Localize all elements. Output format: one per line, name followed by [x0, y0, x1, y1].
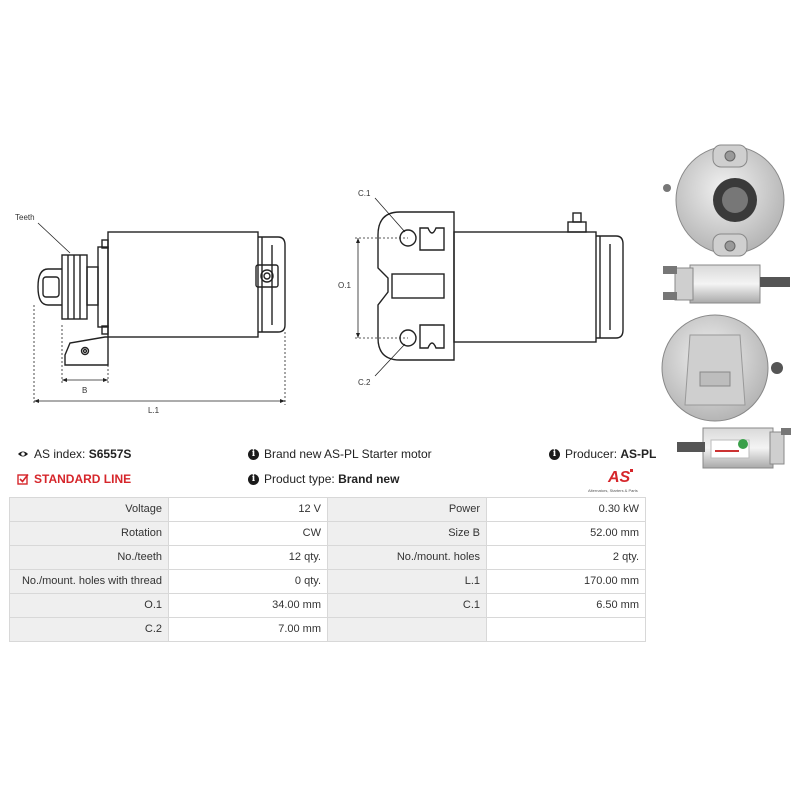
- spec-label: No./mount. holes with thread: [10, 570, 169, 594]
- description-text: Brand new AS-PL Starter motor: [264, 447, 432, 461]
- spec-value: 12 qty.: [169, 546, 328, 570]
- front-view-drawing: [320, 180, 650, 400]
- logo-tagline: Alternators, Starters & Parts: [588, 488, 638, 493]
- spec-value: 12 V: [169, 498, 328, 522]
- teeth-label: Teeth: [15, 213, 35, 222]
- spec-label: L.1: [328, 570, 487, 594]
- spec-value: 2 qty.: [487, 546, 646, 570]
- product-type-label: Product type:: [264, 472, 335, 486]
- spec-value: 6.50 mm: [487, 594, 646, 618]
- c2-label: C.2: [358, 378, 371, 387]
- table-row: [10, 546, 646, 570]
- spec-label: O.1: [10, 594, 169, 618]
- spec-value: CW: [169, 522, 328, 546]
- product-photos: [655, 140, 800, 470]
- spec-label: No./teeth: [10, 546, 169, 570]
- o1-label: O.1: [338, 281, 351, 290]
- spec-label: Voltage: [10, 498, 169, 522]
- info-icon: i: [248, 474, 259, 485]
- spec-label: Size B: [328, 522, 487, 546]
- spec-label: No./mount. holes: [328, 546, 487, 570]
- producer-value: AS-PL: [620, 447, 657, 461]
- table-row: [10, 570, 646, 594]
- spec-label: Rotation: [10, 522, 169, 546]
- checkbox-checked-icon: [17, 473, 29, 485]
- product-type-row: [248, 472, 399, 486]
- line-label: STANDARD LINE: [34, 472, 132, 486]
- dim-l1-label: L.1: [148, 406, 160, 415]
- producer-row: [549, 447, 656, 461]
- producer-label: Producer:: [565, 447, 618, 461]
- table-row: [10, 522, 646, 546]
- table-row: [10, 498, 646, 522]
- table-row: [10, 618, 646, 642]
- side-view-drawing: [10, 205, 300, 420]
- spec-value: 52.00 mm: [487, 522, 646, 546]
- spec-table: [9, 497, 646, 642]
- info-icon: i: [549, 449, 560, 460]
- table-row: [10, 594, 646, 618]
- as-index-row: [17, 447, 131, 461]
- spec-value: 0 qty.: [169, 570, 328, 594]
- eye-icon: [17, 448, 29, 460]
- dim-b-label: B: [82, 386, 88, 395]
- line-row: [17, 472, 131, 486]
- as-index-label: AS index:: [34, 447, 86, 461]
- spec-value: [487, 618, 646, 642]
- as-index-value: S6557S: [88, 447, 132, 461]
- as-logo: [588, 465, 650, 495]
- product-type-value: Brand new: [338, 472, 400, 486]
- description-row: [248, 447, 432, 461]
- spec-label: [328, 618, 487, 642]
- logo-text: AS: [608, 469, 631, 486]
- spec-label: Power: [328, 498, 487, 522]
- info-icon: i: [248, 449, 259, 460]
- spec-value: 0.30 kW: [487, 498, 646, 522]
- c1-label: C.1: [358, 189, 371, 198]
- spec-value: 34.00 mm: [169, 594, 328, 618]
- spec-value: 7.00 mm: [169, 618, 328, 642]
- spec-value: 170.00 mm: [487, 570, 646, 594]
- spec-label: C.1: [328, 594, 487, 618]
- spec-label: C.2: [10, 618, 169, 642]
